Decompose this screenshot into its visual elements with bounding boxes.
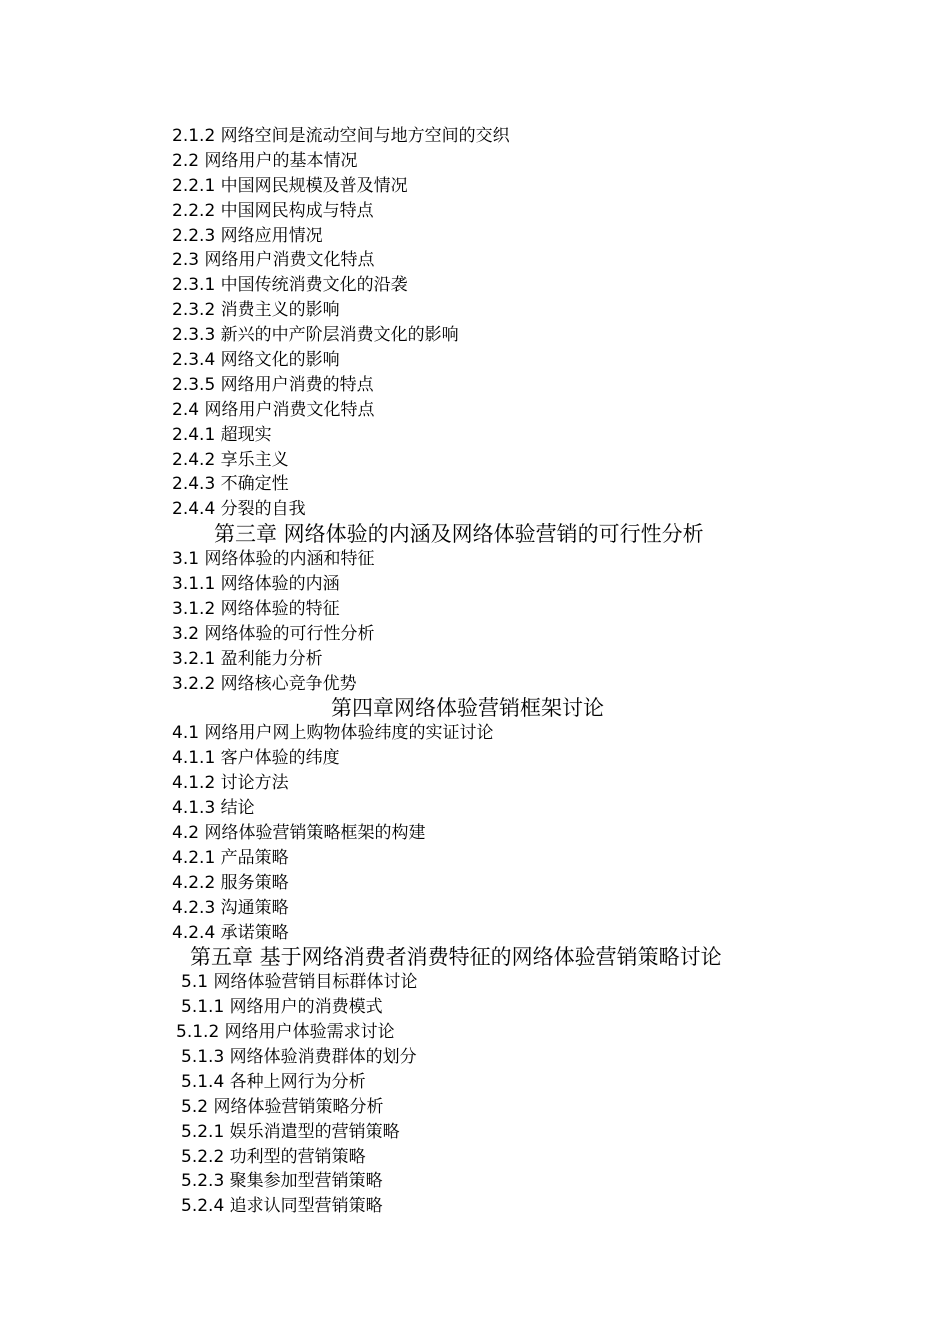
toc-entry <box>0 746 950 771</box>
toc-entry <box>0 871 950 896</box>
toc-entry-text: 4.2.2 服务策略 <box>172 872 289 893</box>
toc-entry-text: 5.2.4 追求认同型营销策略 <box>181 1196 383 1217</box>
toc-entry <box>0 597 950 622</box>
toc-entry-text: 2.2.3 网络应用情况 <box>172 225 323 246</box>
toc-entry <box>0 472 950 497</box>
toc-entry <box>0 373 950 398</box>
toc-entry-text: 4.2 网络体验营销策略框架的构建 <box>172 822 426 843</box>
toc-entry <box>0 1169 950 1194</box>
toc-entry-text: 5.1.4 各种上网行为分析 <box>181 1071 366 1092</box>
toc-entry <box>0 721 950 746</box>
chapter-heading-text: 第三章 网络体验的内涵及网络体验营销的可行性分析 <box>214 522 704 547</box>
toc-entry <box>0 796 950 821</box>
toc-entry <box>0 572 950 597</box>
toc-entry-text: 5.2.3 聚集参加型营销策略 <box>181 1171 383 1192</box>
toc-entry <box>0 248 950 273</box>
toc-entry-text: 2.3 网络用户消费文化特点 <box>172 250 375 271</box>
toc-entry-text: 5.2.1 娱乐消遣型的营销策略 <box>181 1121 400 1142</box>
toc-entry <box>0 174 950 199</box>
toc-entry <box>0 1095 950 1120</box>
toc-chapter-heading <box>0 522 950 547</box>
toc-entry-text: 3.2.2 网络核心竞争优势 <box>172 673 357 694</box>
toc-entry-text: 5.1.2 网络用户体验需求讨论 <box>176 1022 395 1043</box>
toc-chapter-heading <box>0 696 950 721</box>
toc-entry-text: 3.1.2 网络体验的特征 <box>172 598 340 619</box>
toc-entry-text: 4.1.3 结论 <box>172 798 255 819</box>
toc-entry <box>0 348 950 373</box>
toc-entry <box>0 995 950 1020</box>
toc-entry-text: 2.3.5 网络用户消费的特点 <box>172 374 374 395</box>
toc-entry <box>0 423 950 448</box>
toc-entry-text: 2.3.3 新兴的中产阶层消费文化的影响 <box>172 325 459 346</box>
toc-chapter-heading <box>0 945 950 970</box>
toc-entry <box>0 771 950 796</box>
toc-entry-text: 2.3.1 中国传统消费文化的沿袭 <box>172 275 408 296</box>
toc-entry <box>0 149 950 174</box>
toc-entry <box>0 547 950 572</box>
toc-entry <box>0 497 950 522</box>
toc-entry-text: 4.1.1 客户体验的纬度 <box>172 748 340 769</box>
table-of-contents <box>0 124 950 1219</box>
toc-entry-text: 5.2 网络体验营销策略分析 <box>181 1096 384 1117</box>
toc-entry-text: 5.1.3 网络体验消费群体的划分 <box>181 1046 417 1067</box>
toc-entry <box>0 846 950 871</box>
toc-entry <box>0 323 950 348</box>
toc-entry-text: 2.1.2 网络空间是流动空间与地方空间的交织 <box>172 126 510 146</box>
chapter-heading-text: 第四章网络体验营销框架讨论 <box>331 696 604 721</box>
toc-entry-text: 4.2.4 承诺策略 <box>172 922 289 943</box>
chapter-heading-text: 第五章 基于网络消费者消费特征的网络体验营销策略讨论 <box>190 945 722 970</box>
toc-entry-text: 3.1 网络体验的内涵和特征 <box>172 549 375 570</box>
toc-entry-text: 2.3.4 网络文化的影响 <box>172 350 340 371</box>
toc-entry-text: 3.2 网络体验的可行性分析 <box>172 623 375 644</box>
toc-entry <box>0 921 950 946</box>
toc-entry <box>0 821 950 846</box>
toc-entry-text: 3.1.1 网络体验的内涵 <box>172 574 340 595</box>
toc-entry-text: 5.1.1 网络用户的消费模式 <box>181 997 383 1018</box>
toc-entry <box>0 970 950 995</box>
toc-entry-text: 2.2 网络用户的基本情况 <box>172 150 358 171</box>
toc-entry <box>0 896 950 921</box>
toc-entry <box>0 1120 950 1145</box>
toc-entry <box>0 622 950 647</box>
toc-entry <box>0 1194 950 1219</box>
toc-entry <box>0 1145 950 1170</box>
toc-entry <box>0 398 950 423</box>
toc-entry-text: 2.2.2 中国网民构成与特点 <box>172 200 374 221</box>
toc-entry <box>0 647 950 672</box>
toc-entry-text: 3.2.1 盈利能力分析 <box>172 648 323 669</box>
toc-entry-text: 2.4.3 不确定性 <box>172 474 289 495</box>
toc-entry <box>0 1045 950 1070</box>
toc-entry-text: 2.4.4 分裂的自我 <box>172 499 306 520</box>
toc-entry-text: 2.2.1 中国网民规模及普及情况 <box>172 175 408 196</box>
toc-entry <box>0 448 950 473</box>
toc-entry <box>0 224 950 249</box>
toc-entry-text: 4.2.1 产品策略 <box>172 847 289 868</box>
toc-entry-text: 4.1 网络用户网上购物体验纬度的实证讨论 <box>172 723 494 744</box>
toc-entry <box>0 1020 950 1045</box>
toc-entry-text: 2.4.2 享乐主义 <box>172 449 289 470</box>
toc-entry <box>0 672 950 697</box>
toc-entry <box>0 298 950 323</box>
toc-entry-text: 4.2.3 沟通策略 <box>172 897 289 918</box>
toc-entry-text: 2.3.2 消费主义的影响 <box>172 300 340 321</box>
toc-entry <box>0 199 950 224</box>
toc-entry-text: 5.2.2 功利型的营销策略 <box>181 1146 366 1167</box>
toc-entry-text: 5.1 网络体验营销目标群体讨论 <box>181 972 418 993</box>
toc-entry-text: 4.1.2 讨论方法 <box>172 773 289 794</box>
toc-entry <box>0 273 950 298</box>
toc-entry-text: 2.4.1 超现实 <box>172 424 272 445</box>
toc-entry-text: 2.4 网络用户消费文化特点 <box>172 399 375 420</box>
toc-entry <box>0 1070 950 1095</box>
toc-entry <box>0 124 950 149</box>
